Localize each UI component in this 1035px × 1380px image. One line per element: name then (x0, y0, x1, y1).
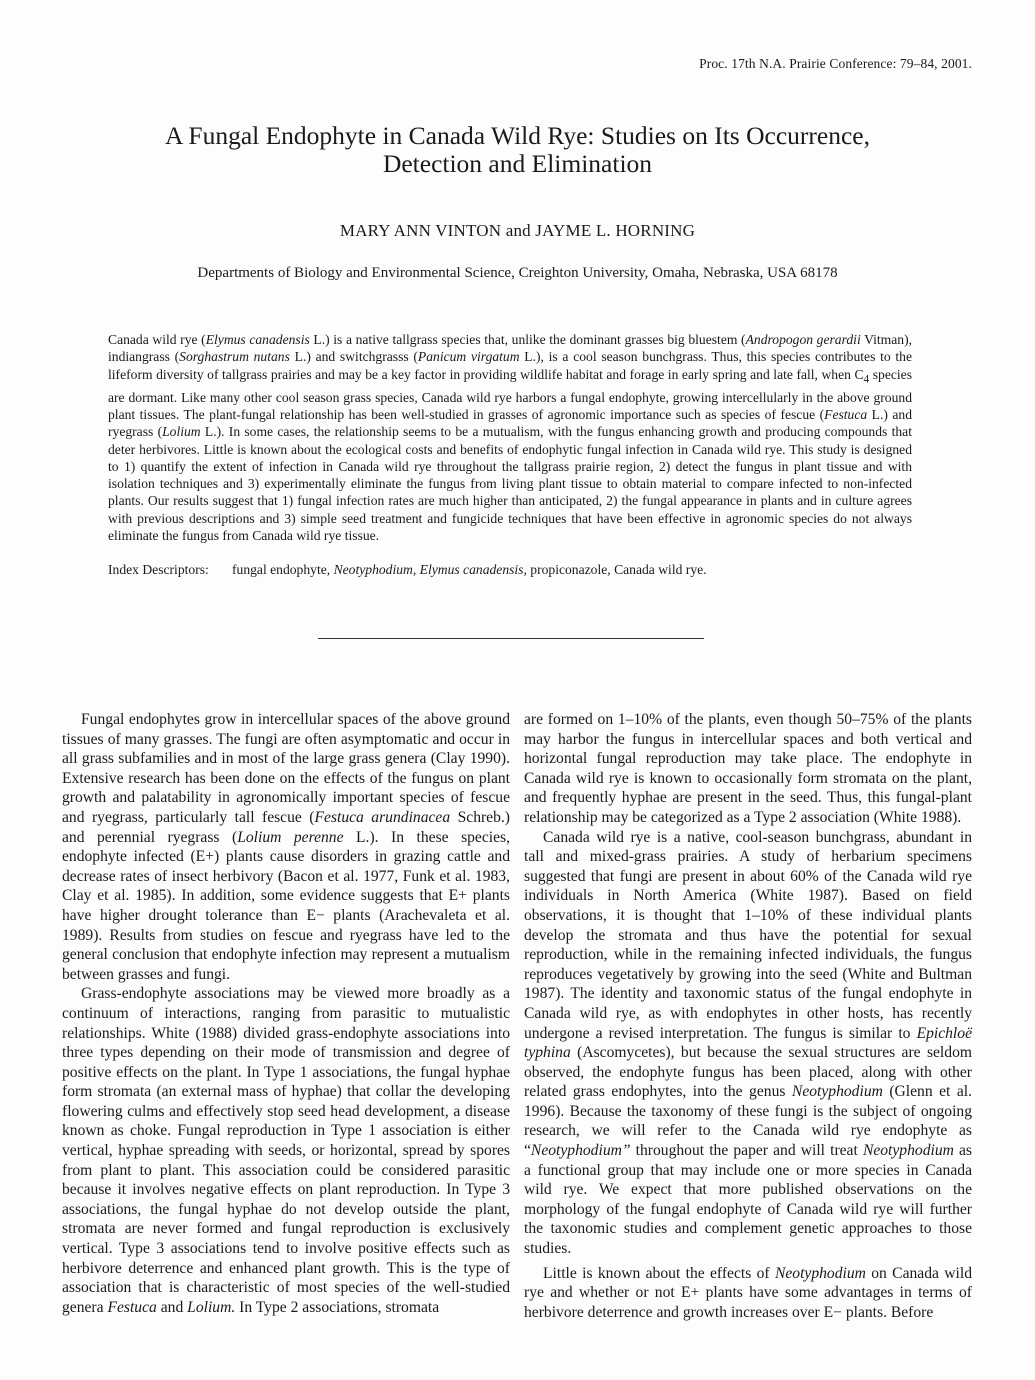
body-paragraph (62, 984, 510, 1317)
journal-citation: Proc. 17th N.A. Prairie Conference: 79–84, 2001. (699, 56, 972, 71)
body-text: In Type 2 associations, stromata (235, 1298, 440, 1316)
body-italic: Epichloë typhina (524, 1024, 972, 1062)
abstract-text: L.) and ryegrass ( (108, 406, 912, 440)
body-italic: Neotyphodium (774, 1264, 866, 1282)
author-list: MARY ANN VINTON and JAYME L. HORNING (339, 221, 696, 240)
body-italic: Festuca (107, 1298, 157, 1316)
index-term-italic: Neotyphodium, Elymus canadensis, (333, 562, 527, 577)
section-divider (318, 638, 704, 639)
body-text: throughout the paper and will treat (630, 1142, 863, 1160)
body-text: Canada wild rye is a native, cool-season bunchgrass, abundant in tall and mixed-grass prairies. A study of herbarium specimens suggested that fungi are present in about 60% of the Canada wild rye individuals in North America (White 1987). Based on field observations, it is thought that 1–10% of these individual plants develop the stromata and thus have the potential for sexual reproduction, while in the remaining infected individuals, the fungus reproduces vegetatively by growing into the seed (White and Bultman 1987). The identity and taxonomic status of the fungal endophyte in Canada wild rye, as with endophytes in other hosts, has recently undergone a revised interpretation. The fungus is similar to (524, 828, 972, 1042)
index-label: Index Descriptors: (108, 562, 209, 577)
body-italic: Neotyphodium (862, 1142, 954, 1160)
index-term: fungal endophyte, (232, 562, 334, 577)
body-italic: Lolium perenne (237, 828, 344, 846)
body-text: Schreb.) and perennial ryegrass ( (62, 808, 510, 846)
abstract-italic: Panicum virgatum (417, 349, 520, 365)
body-text: on Canada wild rye and whether or not E+ plants have some advantages in terms of herbivore deterrence and growth increases over E− plants. Before (524, 1264, 972, 1321)
body-paragraph: are formed on 1–10% of the plants, even though 50–75% of the plants may harbor the fungus in intercellular spaces and both vertical and horizontal fungal reproduction may take place. The endophyte in Canada wild rye is known to occasionally form stromata on the plant, and frequently hyphae are present in the seed. Thus, this fungal-plant relationship may be categorized as a Type 2 association (White 1988). (524, 711, 972, 826)
body-italic: Neotyphodium” (530, 1142, 631, 1160)
index-term: propiconazole, Canada wild rye. (526, 562, 707, 577)
abstract-text: species are dormant. Like many other cool season grass species, Canada wild rye harbors a fungal endophyte, growing intercellularly in the above ground plant tissues. The plant-fungal relationship has been well-studied in grasses of agronomic importance such as species of fescue ( (108, 366, 913, 422)
body-text: L.). In these species, endophyte infected (E+) plants cause disorders in grazing cattle and decrease rates of insect herbivory (Bacon et al. 1977, Funk et al. 1983, Clay et al. 1985). In addition, some evidence suggests that E+ plants have higher drought tolerance than E− plants (Arachevaleta et al. 1989). Results from studies on fescue and ryegrass have led to the general conclusion that endophyte infection may represent a mutualism between grasses and fungi. (62, 828, 510, 983)
abstract (108, 331, 912, 544)
abstract-text: L.) and switchgrasss ( (289, 349, 418, 365)
body-text: and (156, 1298, 188, 1316)
abstract-italic: Elymus canadensis (205, 332, 310, 347)
body-text: Grass-endophyte associations may be viewed more broadly as a continuum of interactions, ranging from parasitic to mutualistic relationships. White (1988) divided grass-endophyte associations into three types depending on their mode of transmission and degree of positive effects on the plant. In Type 1 associations, the fungal hyphae form stromata (an external mass of hyphae) that collar the developing flowering culms and effectively stop seed head development, a disease known as choke. Fungal reproduction in Type 1 association is either vertical, hyphae spreading with seeds, or horizontal, spread by spores from plant to plant. This association could be considered parasitic because it involves negative effects on plant reproduction. In Type 3 associations, the fungal hyphae do not develop outside the plant, stromata are never formed and fungal reproduction is exclusively vertical. Type 3 associations tend to involve positive effects such as herbivore deterrence and enhanced plant growth. This is the type of association that is characteristic of most species of the well-studied genera (62, 985, 510, 1316)
body-column-right (524, 710, 972, 1322)
abstract-text: L.), is a cool season bunchgrass. Thus, this species contributes to the lifeform diversity of tallgrass prairies and may be a key factor in providing wildlife habitat and forage in early spring and late fall, when C (108, 349, 913, 382)
abstract-italic: Sorghastrum nutans (179, 349, 290, 365)
body-text: Little is known about the effects of (543, 1264, 775, 1282)
paper-title (60, 122, 975, 178)
abstract-italic: Andropogon gerardii (745, 332, 861, 347)
body-paragraph (524, 828, 972, 1259)
abstract-text: Vitman), indiangrass ( (108, 332, 913, 365)
abstract-italic: Lolium (162, 424, 201, 440)
abstract-italic: Festuca (824, 406, 868, 422)
title-line-2: Detection and Elimination (382, 149, 653, 178)
abstract-text: L.). In some cases, the relationship seems to be a mutualism, with the fungus enhancing growth and producing compounds that deter herbivores. Little is known about the ecological costs and benefits of endophytic fungal infection in Canada wild rye. This study is designed to 1) quantify the extent of infection in Canada wild rye throughout the tallgrass prairie region, 2) detect the fungus in plant tissue and with isolation techniques and 3) experimentally eliminate the fungus from living plant tissue to obtain material to compare infected to non-infected plants. Our results suggest that 1) fungal infection rates are much higher than anticipated, 2) the fungal appearance in plants and in culture agrees with previous descriptions and 3) simple seed treatment and fungicide techniques that have been effective in agronomic species do not always eliminate the fungus from Canada wild rye tissue. (108, 424, 912, 543)
body-column-left (62, 710, 510, 1317)
body-text: (Ascomycetes), but because the sexual structures are seldom observed, the endophyte fungus has been placed, along with other related grass endophytes, into the genus (524, 1044, 972, 1101)
body-italic: Neotyphodium (791, 1083, 883, 1101)
abstract-text: Canada wild rye ( (108, 332, 206, 347)
body-text: Fungal endophytes grow in intercellular spaces of the above ground tissues of many grasses. The fungi are often asymptomatic and occur in all grass subfamilies and in most of the large grass genera (Clay 1990). Extensive research has been done on the effects of the fungus on plant growth and palatability in agronomically important species of fescue and ryegrass, particularly tall fescue ( (62, 711, 510, 826)
abstract-subscript: 4 (863, 373, 870, 386)
body-italic: Festuca arundinacea (314, 808, 451, 826)
body-paragraph (524, 1264, 972, 1323)
body-paragraph (62, 710, 510, 984)
index-descriptors (108, 562, 912, 578)
abstract-text: L.) is a native tallgrass species that, unlike the dominant grasses big bluestem ( (309, 332, 746, 347)
body-text: as a functional group that may include one or more species in Canada wild rye. We expect that more published observations on the morphology of the fungal endophyte of Canada wild rye will further the taxonomic studies and complement genetic approaches to those studies. (524, 1142, 972, 1258)
body-italic: Lolium. (187, 1298, 236, 1316)
body-text: (Glenn et al. 1996). Because the taxonomy of these fungi is the subject of ongoing research, we will refer to the Canada wild rye endophyte as “ (524, 1083, 972, 1160)
title-line-1: A Fungal Endophyte in Canada Wild Rye: Studies on Its Occurrence, (165, 121, 870, 150)
author-affiliation: Departments of Biology and Environmental Science, Creighton University, Omaha, Nebraska, USA 68178 (197, 265, 838, 281)
